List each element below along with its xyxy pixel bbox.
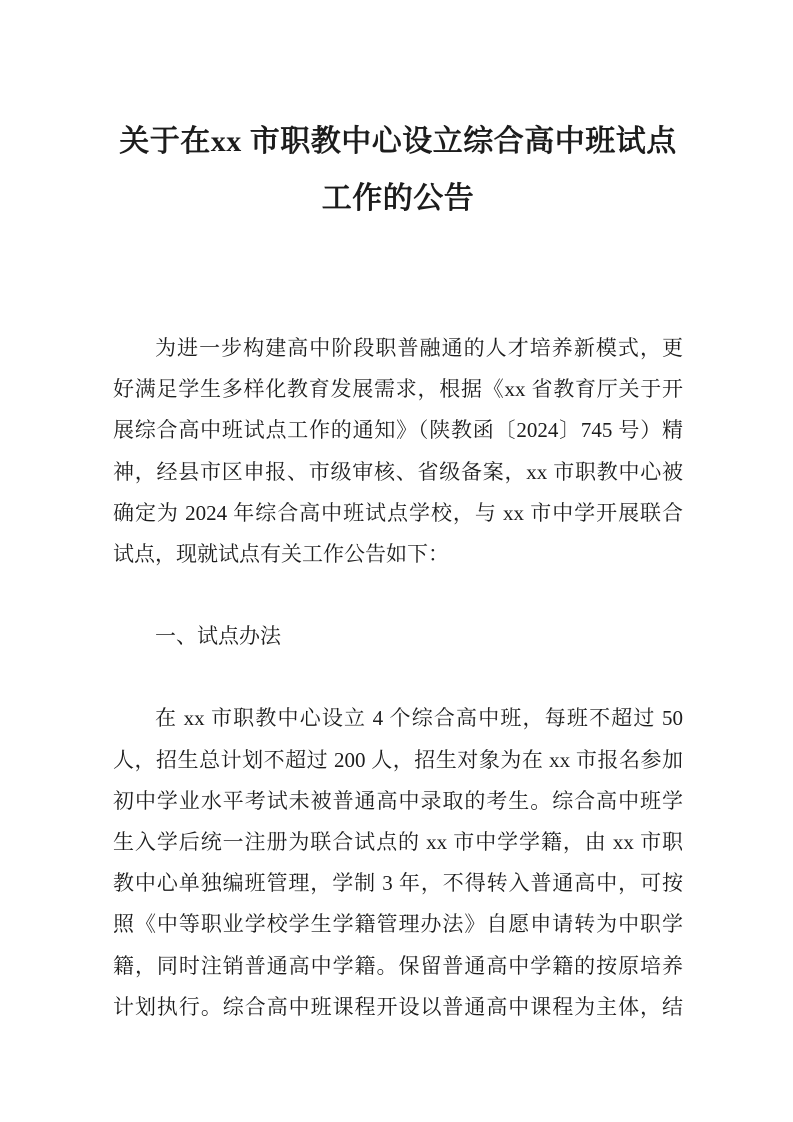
paragraph-line: 人，招生总计划不超过 200 人，招生对象为在 xx 市报名参加 [113, 747, 683, 772]
paragraph-line: 展综合高中班试点工作的通知》（陕教函〔2024〕745 号）精 [113, 418, 683, 443]
paragraph-line: 为进一步构建高中阶段职普融通的人才培养新模式，更 [155, 336, 683, 360]
title-line-2: 工作的公告 [321, 182, 475, 215]
paragraph-line: 生入学后统一注册为联合试点的 xx 市中学学籍，由 xx 市职 [113, 830, 683, 855]
pilot-measures-paragraph [113, 698, 683, 1028]
paragraph-line: 神，经县市区申报、市级审核、省级备案，xx 市职教中心被 [113, 459, 683, 484]
heading-line: 一、试点办法 [155, 624, 281, 649]
paragraph-line: 在 xx 市职教中心设立 4 个综合高中班，每班不超过 50 [155, 706, 683, 731]
paragraph-line: 照《中等职业学校学生学籍管理办法》自愿申请转为中职学 [113, 912, 683, 937]
paragraph-line: 试点，现就试点有关工作公告如下： [113, 542, 449, 567]
paragraph-line: 籍，同时注销普通高中学籍。保留普通高中学籍的按原培养 [113, 953, 683, 978]
paragraph-line: 好满足学生多样化教育发展需求，根据《xx 省教育厅关于开 [113, 377, 683, 402]
document-body [113, 328, 683, 1028]
intro-paragraph [113, 328, 683, 575]
document-title [113, 113, 683, 227]
paragraph-line: 初中学业水平考试未被普通高中录取的考生。综合高中班学 [113, 788, 683, 813]
paragraph-line: 计划执行。综合高中班课程开设以普通高中课程为主体，结 [113, 994, 683, 1019]
paragraph-line: 教中心单独编班管理，学制 3 年，不得转入普通高中，可按 [113, 871, 683, 896]
paragraph-line: 确定为 2024 年综合高中班试点学校，与 xx 市中学开展联合 [113, 500, 683, 525]
title-line-1: 关于在xx 市职教中心设立综合高中班试点 [119, 125, 677, 158]
section-heading-1 [113, 616, 683, 657]
